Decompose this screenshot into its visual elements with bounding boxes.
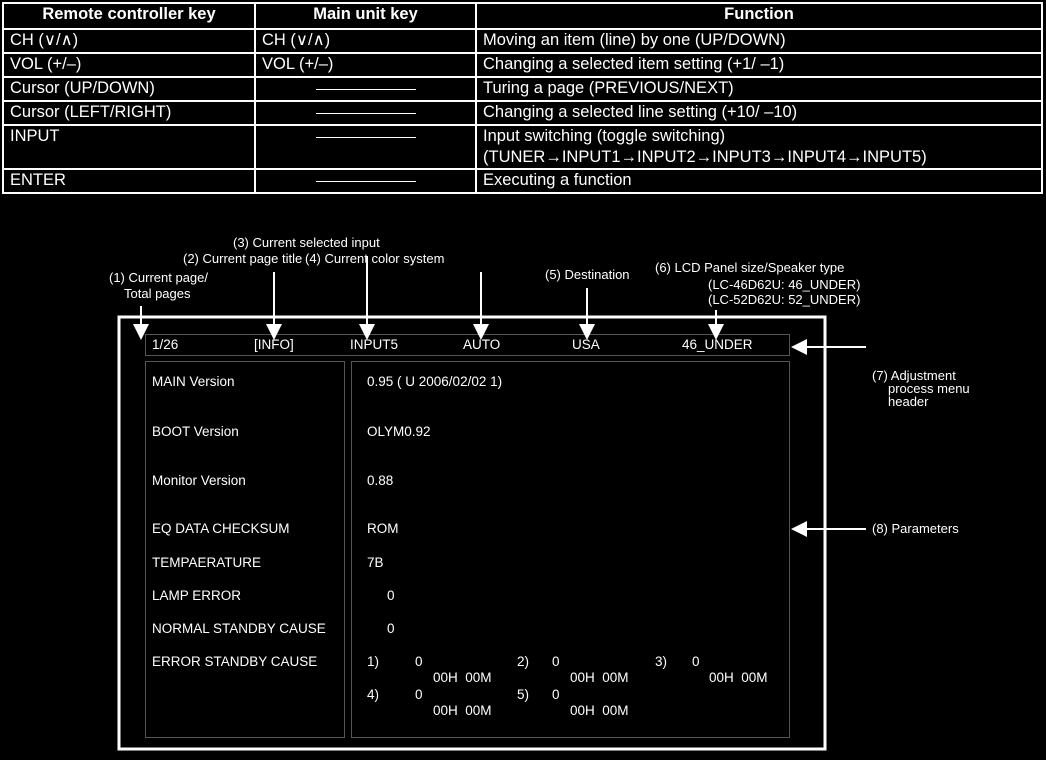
main-key: CH (∨/∧) bbox=[255, 29, 476, 53]
param-label: NORMAL STANDBY CAUSE bbox=[152, 621, 326, 636]
main-key: VOL (+/–) bbox=[255, 53, 476, 77]
error-time: 00H 00M bbox=[709, 670, 768, 685]
param-value: 0.88 bbox=[367, 473, 394, 488]
error-val: 0 bbox=[552, 687, 560, 702]
error-time: 00H 00M bbox=[570, 670, 629, 685]
header-destination: USA bbox=[572, 337, 600, 352]
col-header-function: Function bbox=[476, 3, 1042, 29]
callout-6: (6) LCD Panel size/Speaker type bbox=[655, 260, 845, 275]
function: Changing a selected line setting (+10/ –10) bbox=[476, 101, 1042, 125]
callout-5: (5) Destination bbox=[545, 267, 630, 282]
param-value: OLYM0.92 bbox=[367, 424, 431, 439]
error-idx: 2) bbox=[517, 654, 530, 669]
callout-1-line2: Total pages bbox=[124, 286, 191, 301]
param-value: 0.95 ( U 2006/02/02 1) bbox=[367, 374, 503, 389]
function: Executing a function bbox=[476, 169, 1042, 193]
callout-6-model-46: (LC-46D62U: 46_UNDER) bbox=[708, 277, 861, 292]
param-label: LAMP ERROR bbox=[152, 588, 242, 603]
param-value: 0 bbox=[387, 621, 395, 636]
callout-4: (4) Current color system bbox=[305, 251, 445, 266]
col-header-main: Main unit key bbox=[255, 3, 476, 29]
remote-key: INPUT bbox=[3, 125, 255, 169]
error-idx: 1) bbox=[367, 654, 380, 669]
param-label: MAIN Version bbox=[152, 374, 235, 389]
function-line: Input switching (toggle switching) bbox=[483, 127, 726, 145]
callout-7-line3: header bbox=[888, 394, 929, 409]
error-time: 00H 00M bbox=[433, 670, 492, 685]
param-label: ERROR STANDBY CAUSE bbox=[152, 654, 318, 669]
error-idx: 5) bbox=[517, 687, 530, 702]
function: Moving an item (line) by one (UP/DOWN) bbox=[476, 29, 1042, 53]
header-input: INPUT5 bbox=[350, 337, 399, 352]
error-time: 00H 00M bbox=[433, 703, 492, 718]
error-val: 0 bbox=[415, 654, 423, 669]
callout-1-line1: (1) Current page/ bbox=[109, 270, 208, 285]
function: Turing a page (PREVIOUS/NEXT) bbox=[476, 77, 1042, 101]
header-color: AUTO bbox=[463, 337, 501, 352]
callout-2: (2) Current page title bbox=[183, 251, 303, 266]
param-value: 7B bbox=[367, 555, 384, 570]
callout-6-model-52: (LC-52D62U: 52_UNDER) bbox=[708, 292, 861, 307]
header-title: [INFO] bbox=[254, 337, 294, 352]
header-panel: 46_UNDER bbox=[682, 337, 753, 352]
error-idx: 3) bbox=[655, 654, 668, 669]
callout-7-line2: process menu bbox=[888, 381, 970, 396]
remote-key: CH (∨/∧) bbox=[3, 29, 255, 53]
function-line: (TUNER→INPUT1→INPUT2→INPUT3→INPUT4→INPUT5) bbox=[483, 148, 927, 166]
header-page: 1/26 bbox=[152, 337, 179, 352]
label-box bbox=[146, 362, 345, 738]
param-label: TEMPAERATURE bbox=[152, 555, 262, 570]
callout-8: (8) Parameters bbox=[872, 521, 959, 536]
param-label: EQ DATA CHECKSUM bbox=[152, 521, 290, 536]
param-value: ROM bbox=[367, 521, 399, 536]
remote-key: Cursor (UP/DOWN) bbox=[3, 77, 255, 101]
param-value: 0 bbox=[387, 588, 395, 603]
remote-key: ENTER bbox=[3, 169, 255, 193]
param-label: BOOT Version bbox=[152, 424, 239, 439]
callout-3: (3) Current selected input bbox=[233, 235, 380, 250]
remote-key: Cursor (LEFT/RIGHT) bbox=[3, 101, 255, 125]
error-val: 0 bbox=[552, 654, 560, 669]
col-header-remote: Remote controller key bbox=[3, 3, 255, 29]
error-val: 0 bbox=[415, 687, 423, 702]
error-val: 0 bbox=[692, 654, 700, 669]
callout-7-line1: (7) Adjustment bbox=[872, 368, 956, 383]
param-label: Monitor Version bbox=[152, 473, 246, 488]
remote-key: VOL (+/–) bbox=[3, 53, 255, 77]
function: Changing a selected item setting (+1/ –1) bbox=[476, 53, 1042, 77]
error-time: 00H 00M bbox=[570, 703, 629, 718]
error-idx: 4) bbox=[367, 687, 380, 702]
